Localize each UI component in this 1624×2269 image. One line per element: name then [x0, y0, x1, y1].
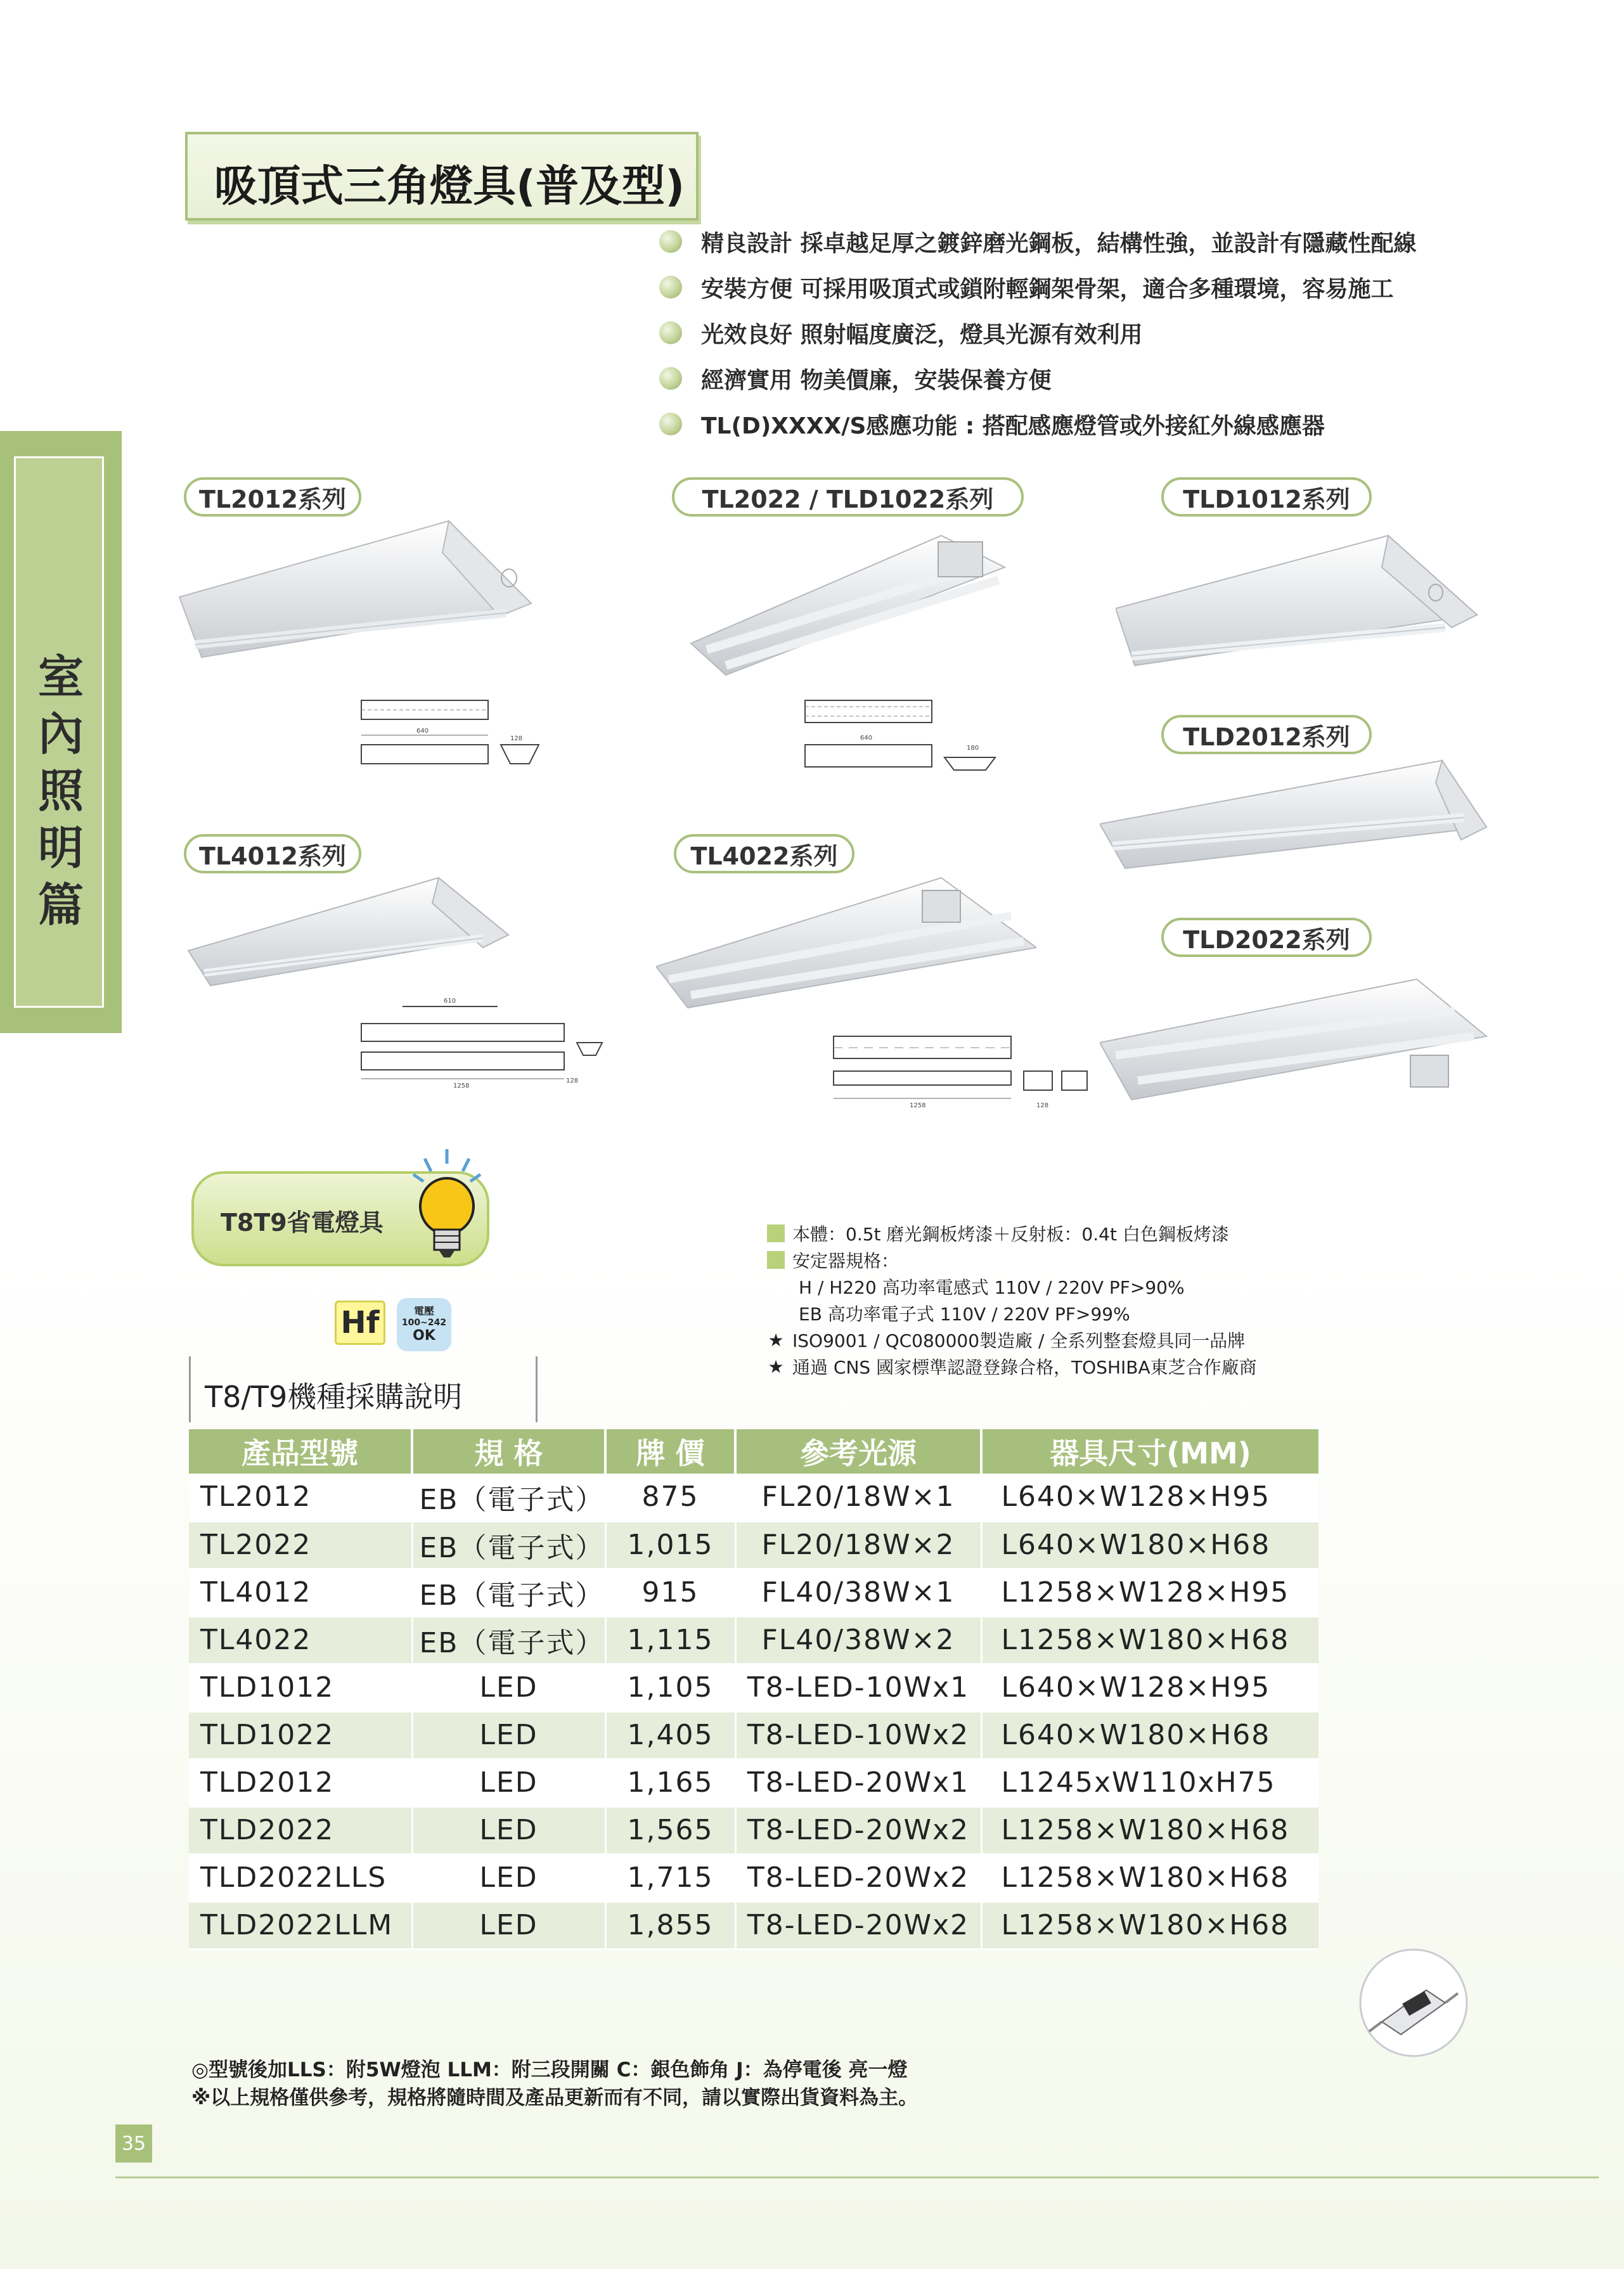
cell-light-source: T8-LED-10Wx2 [735, 1711, 981, 1759]
cell-light-source: FL40/38W×2 [735, 1616, 981, 1664]
cell-price: 1,715 [605, 1854, 735, 1901]
series-label-tl2012: TL2012系列 [184, 477, 361, 517]
cell-model: TL2022 [189, 1521, 412, 1569]
dimension-label: 1258 [910, 1102, 926, 1109]
cell-dimensions: L1258×W180×H68 [981, 1806, 1318, 1854]
cell-light-source: T8-LED-20Wx2 [735, 1806, 981, 1854]
cell-model: TL4012 [189, 1569, 412, 1616]
header-price: 牌 價 [605, 1429, 735, 1474]
fixture-drawing [1116, 532, 1483, 675]
footnotes [191, 2054, 918, 2109]
cell-light-source: T8-LED-10Wx1 [735, 1664, 981, 1711]
cell-dimensions: L1258×W180×H68 [981, 1616, 1318, 1664]
table-row [189, 1901, 1318, 1949]
cell-model: TLD2022LLM [189, 1901, 412, 1949]
cell-dimensions: L640×W180×H68 [981, 1711, 1318, 1759]
fixture-drawing [656, 871, 1036, 1014]
fixture-image-tld2012 [1100, 757, 1493, 878]
dimension-drawing-tl4022 [830, 1030, 1097, 1112]
bullet-icon [659, 276, 682, 299]
cell-price: 1,855 [605, 1901, 735, 1949]
light-bulb-icon [399, 1146, 494, 1266]
header-spec: 規 格 [412, 1429, 605, 1474]
cell-light-source: FL40/38W×1 [735, 1569, 981, 1616]
cell-light-source: T8-LED-20Wx2 [735, 1854, 981, 1901]
energy-saving-label: T8T9省電燈具 [221, 1209, 383, 1237]
square-bullet-icon [767, 1224, 785, 1242]
series-label-tld2022: TLD2022系列 [1161, 918, 1372, 957]
dimension-svg [358, 995, 624, 1090]
cell-model: TL2012 [189, 1474, 412, 1521]
series-label-tld1012: TLD1012系列 [1161, 477, 1372, 517]
fixture-image-tld1012 [1116, 532, 1483, 675]
dimension-label: 640 [860, 735, 873, 742]
cell-spec: EB（電子式） [412, 1569, 605, 1616]
section-title-box [189, 1356, 538, 1422]
bullet-icon [659, 321, 682, 344]
cell-price: 915 [605, 1569, 735, 1616]
cell-dimensions: L640×W128×H95 [981, 1664, 1318, 1711]
table-header-row [189, 1429, 1318, 1474]
voltage-badge [397, 1298, 451, 1351]
note-ballast-eb: EB 高功率電子式 110V / 220V PF>99% [799, 1304, 1130, 1325]
series-label-tld2012: TLD2012系列 [1161, 715, 1372, 754]
cell-model: TLD1022 [189, 1711, 412, 1759]
feature-text: TL(D)XXXX/S感應功能 : 搭配感應燈管或外接紅外線感應器 [701, 413, 1325, 439]
cell-dimensions: L640×W128×H95 [981, 1474, 1318, 1521]
dimension-svg [358, 691, 548, 783]
dimension-svg [802, 694, 1005, 780]
cell-light-source: FL20/18W×1 [735, 1474, 981, 1521]
note-cns [767, 1353, 1388, 1380]
note-ballast-h: H / H220 高功率電感式 110V / 220V PF>90% [799, 1277, 1185, 1298]
square-bullet-icon [767, 1251, 785, 1269]
cell-dimensions: L640×W180×H68 [981, 1521, 1318, 1569]
side-tab-label [16, 648, 106, 934]
cell-spec: LED [412, 1806, 605, 1854]
page-title: 吸頂式三角燈具(普及型) [214, 162, 685, 212]
dimension-label: 610 [444, 998, 456, 1005]
voltage-title: 電壓 [413, 1305, 434, 1317]
feature-item [659, 310, 1572, 356]
feature-text: 經濟實用 物美價廉，安裝保養方便 [701, 367, 1052, 394]
cell-dimensions: L1258×W128×H95 [981, 1569, 1318, 1616]
table-row [189, 1569, 1318, 1616]
dimension-drawing-tl4012 [358, 995, 624, 1090]
fixture-image-tld2022 [1100, 973, 1493, 1115]
fixture-image-tl2022 [688, 529, 1017, 681]
bullet-icon [659, 367, 682, 390]
cell-model: TLD2012 [189, 1759, 412, 1806]
note-text: ISO9001 / QC080000製造廠 / 全系列整套燈具同一品牌 [792, 1330, 1246, 1351]
cell-price: 875 [605, 1474, 735, 1521]
cell-spec: LED [412, 1901, 605, 1949]
feature-text: 光效良好 照射幅度廣泛，燈具光源有效利用 [701, 321, 1143, 348]
dimension-label: 128 [566, 1077, 579, 1084]
feature-text: 安裝方便 可採用吸頂式或鎖附輕鋼架骨架，適合多種環境，容易施工 [701, 276, 1394, 302]
side-tab-char: 明 [37, 821, 84, 875]
side-tab [0, 431, 122, 1033]
table-row [189, 1806, 1318, 1854]
cell-price: 1,115 [605, 1616, 735, 1664]
series-label-tl2022: TL2022 / TLD1022系列 [672, 477, 1024, 517]
dimension-label: 128 [1036, 1102, 1049, 1109]
dimension-label: 128 [510, 735, 523, 742]
table-row [189, 1759, 1318, 1806]
cell-dimensions: L1258×W180×H68 [981, 1901, 1318, 1949]
cell-model: TLD1012 [189, 1664, 412, 1711]
cell-model: TL4022 [189, 1616, 412, 1664]
cell-light-source: T8-LED-20Wx1 [735, 1759, 981, 1806]
spec-table [189, 1429, 1318, 1950]
bottom-divider [115, 2176, 1599, 2178]
cell-spec: LED [412, 1854, 605, 1901]
feature-item [659, 356, 1572, 401]
spec-notes [767, 1220, 1388, 1380]
fixture-drawing [688, 529, 1017, 681]
cell-spec: EB（電子式） [412, 1474, 605, 1521]
page-number: 35 [115, 2124, 152, 2163]
cell-price: 1,015 [605, 1521, 735, 1569]
cell-price: 1,565 [605, 1806, 735, 1854]
cell-price: 1,165 [605, 1759, 735, 1806]
fixture-drawing [185, 871, 515, 992]
feature-list [659, 219, 1572, 447]
note-text: 安定器規格： [792, 1250, 899, 1271]
note-text: 通過 CNS 國家標準認證登錄合格，TOSHIBA東芝合作廠商 [792, 1357, 1257, 1378]
table-row [189, 1664, 1318, 1711]
table-row [189, 1854, 1318, 1901]
cell-price: 1,405 [605, 1711, 735, 1759]
bullet-icon [659, 230, 682, 253]
cell-light-source: T8-LED-20Wx2 [735, 1901, 981, 1949]
fixture-drawing [176, 515, 544, 667]
star-icon: ★ [768, 1329, 784, 1351]
feature-item [659, 219, 1572, 264]
fixture-drawing [1100, 973, 1493, 1115]
wiring-accessory-image [1357, 1946, 1471, 2060]
note-iso [767, 1327, 1388, 1353]
note-body [767, 1220, 1388, 1247]
side-tab-char: 內 [37, 707, 84, 761]
cell-price: 1,105 [605, 1664, 735, 1711]
dimension-svg [830, 1030, 1097, 1112]
dimension-label: 640 [416, 728, 429, 735]
feature-item [659, 264, 1572, 310]
fixture-image-tl2012 [176, 515, 544, 667]
cell-spec: EB（電子式） [412, 1616, 605, 1664]
hf-logo: Hf [335, 1301, 385, 1345]
table-row [189, 1616, 1318, 1664]
feature-text: 精良設計 採卓越足厚之鍍鋅磨光鋼板，結構性強，並設計有隱藏性配線 [701, 230, 1417, 257]
side-tab-char: 篇 [37, 878, 84, 932]
feature-item [659, 401, 1572, 447]
note-ballast-title [767, 1247, 1388, 1273]
series-label-tl4012: TL4012系列 [184, 834, 361, 873]
bullet-icon [659, 413, 682, 435]
series-label-tl4022: TL4022系列 [674, 834, 854, 873]
cell-spec: LED [412, 1664, 605, 1711]
table-row [189, 1521, 1318, 1569]
footnote: ◎型號後加LLS：附5W燈泡 LLM：附三段開關 C：銀色飾角 J：為停電後 亮一燈 [191, 2059, 908, 2081]
voltage-ok: OK [413, 1328, 435, 1344]
fixture-image-tl4012 [185, 871, 515, 992]
voltage-range: 100~242 [401, 1318, 447, 1328]
fixture-image-tl4022 [656, 871, 1036, 1014]
cell-model: TLD2022 [189, 1806, 412, 1854]
note-text: 本體：0.5t 磨光鋼板烤漆＋反射板：0.4t 白色鋼板烤漆 [792, 1224, 1229, 1245]
cell-dimensions: L1258×W180×H68 [981, 1854, 1318, 1901]
side-tab-char: 照 [37, 764, 84, 818]
star-icon: ★ [768, 1356, 784, 1377]
side-tab-inner [14, 456, 104, 1008]
table-row [189, 1711, 1318, 1759]
cell-spec: LED [412, 1711, 605, 1759]
header-light-source: 參考光源 [735, 1429, 981, 1474]
dimension-drawing-tl2022 [802, 694, 1005, 780]
cell-light-source: FL20/18W×2 [735, 1521, 981, 1569]
cell-model: TLD2022LLS [189, 1854, 412, 1901]
header-model: 產品型號 [189, 1429, 412, 1474]
dimension-label: 1258 [453, 1083, 470, 1090]
cell-spec: EB（電子式） [412, 1521, 605, 1569]
header-dimensions: 器具尺寸(MM) [981, 1429, 1318, 1474]
cell-spec: LED [412, 1759, 605, 1806]
table-row [189, 1474, 1318, 1521]
side-tab-char: 室 [37, 650, 84, 704]
cell-dimensions: L1245xW110xH75 [981, 1759, 1318, 1806]
page-title-box [185, 132, 699, 221]
footnote: ※以上規格僅供參考，規格將隨時間及產品更新而有不同，請以實際出貨資料為主。 [191, 2086, 918, 2109]
dimension-label: 180 [967, 745, 979, 752]
section-title: T8/T9機種採購說明 [205, 1380, 463, 1414]
fixture-drawing [1100, 757, 1493, 878]
dimension-drawing-tl2012 [358, 691, 548, 783]
